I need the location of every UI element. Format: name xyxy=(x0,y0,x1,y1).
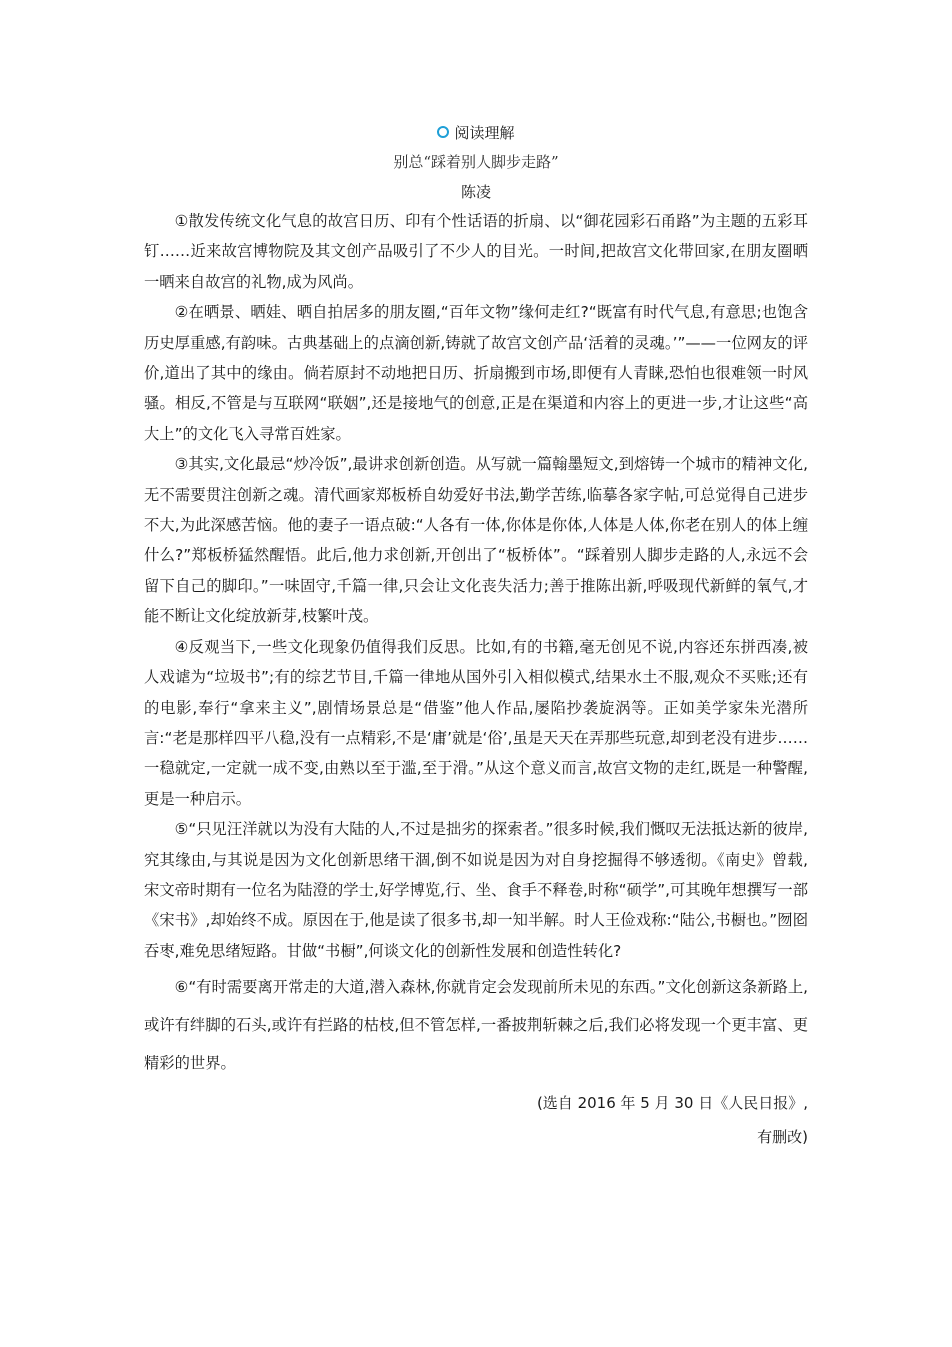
paragraph-1: ①散发传统文化气息的故宫日历、印有个性话语的折扇、以“御花园彩石甬路”为主题的五彩耳钉……近来故宫博物院及其文创产品吸引了不少人的目光。一时间,把故宫文化带回家,在朋友圈晒一晒来自故宫的礼物,成为风尚。 xyxy=(144,212,808,291)
section-heading-text: 阅读理解 xyxy=(454,124,515,142)
article-title: 别总“踩着别人脚步走路” xyxy=(393,153,559,171)
article-author: 陈凌 xyxy=(460,183,491,201)
source-line-2: 有删改) xyxy=(757,1128,808,1147)
document-page xyxy=(144,120,808,1154)
source-line-1: (选自 2016 年 5 月 30 日《人民日报》, xyxy=(536,1094,808,1113)
paragraph-2: ②在晒景、晒娃、晒自拍居多的朋友圈,“百年文物”缘何走红?“既富有时代气息,有意思;也饱含历史厚重感,有韵味。古典基础上的点滴创新,铸就了故宫文创产品‘活着的灵魂。’”——一位网友的评价,道出了其中的缘由。倘若原封不动地把日历、折扇搬到市场,即便有人青睐,恐怕也很难领一时风骚。相反,不管是与互联网“联姻”,还是接地气的创意,正是在渠道和内容上的更进一步,才让这些“高大上”的文化飞入寻常百姓家。 xyxy=(144,303,808,443)
section-heading xyxy=(144,120,808,146)
source-citation xyxy=(144,1086,808,1154)
circle-icon xyxy=(437,126,449,138)
paragraph-3: ③其实,文化最忌“炒冷饭”,最讲求创新创造。从写就一篇翰墨短文,到熔铸一个城市的精神文化,无不需要贯注创新之魂。清代画家郑板桥自幼爱好书法,勤学苦练,临摹各家字帖,可总觉得自己进步不大,为此深感苦恼。他的妻子一语点破:“人各有一体,你体是你体,人体是人体,你老在别人的体上缠什么?”郑板桥猛然醒悟。此后,他力求创新,开创出了“板桥体”。“踩着别人脚步走路的人,永远不会留下自己的脚印。”一味固守,千篇一律,只会让文化丧失活力;善于推陈出新,呼吸现代新鲜的氧气,才能不断让文化绽放新芽,枝繁叶茂。 xyxy=(144,455,808,626)
paragraph-6: ⑥“有时需要离开常走的大道,潜入森林,你就肯定会发现前所未见的东西。”文化创新这条新路上,或许有绊脚的石头,或许有拦路的枯枝,但不管怎样,一番披荆斩棘之后,我们必将发现一个更丰富、更精彩的世界。 xyxy=(144,978,808,1073)
paragraph-4: ④反观当下,一些文化现象仍值得我们反思。比如,有的书籍,毫无创见不说,内容还东拼西凑,被人戏谑为“垃圾书”;有的综艺节目,千篇一律地从国外引入相似模式,结果水土不服,观众不买账;还有的电影,奉行“拿来主义”,剧情场景总是“借鉴”他人作品,屡陷抄袭旋涡等。正如美学家朱光潜所言:“老是那样四平八稳,没有一点精彩,不是‘庸’就是‘俗’,虽是天天在弄那些玩意,却到老没有进步……一稳就定,一定就一成不变,由熟以至于滥,至于滑。”从这个意义而言,故宫文物的走红,既是一种警醒,更是一种启示。 xyxy=(144,637,808,808)
paragraph-5: ⑤“只见汪洋就以为没有大陆的人,不过是拙劣的探索者。”很多时候,我们慨叹无法抵达新的彼岸,究其缘由,与其说是因为文化创新思绪干涸,倒不如说是因为对自身挖掘得不够透彻。《南史》曾载,宋文帝时期有一位名为陆澄的学士,好学博览,行、坐、食手不释卷,时称“硕学”,可其晚年想撰写一部《宋书》,却始终不成。原因在于,他是读了很多书,却一知半解。时人王俭戏称:“陆公,书橱也。”囫囵吞枣,难免思绪短路。甘做“书橱”,何谈文化的创新性发展和创造性转化? xyxy=(144,820,808,960)
